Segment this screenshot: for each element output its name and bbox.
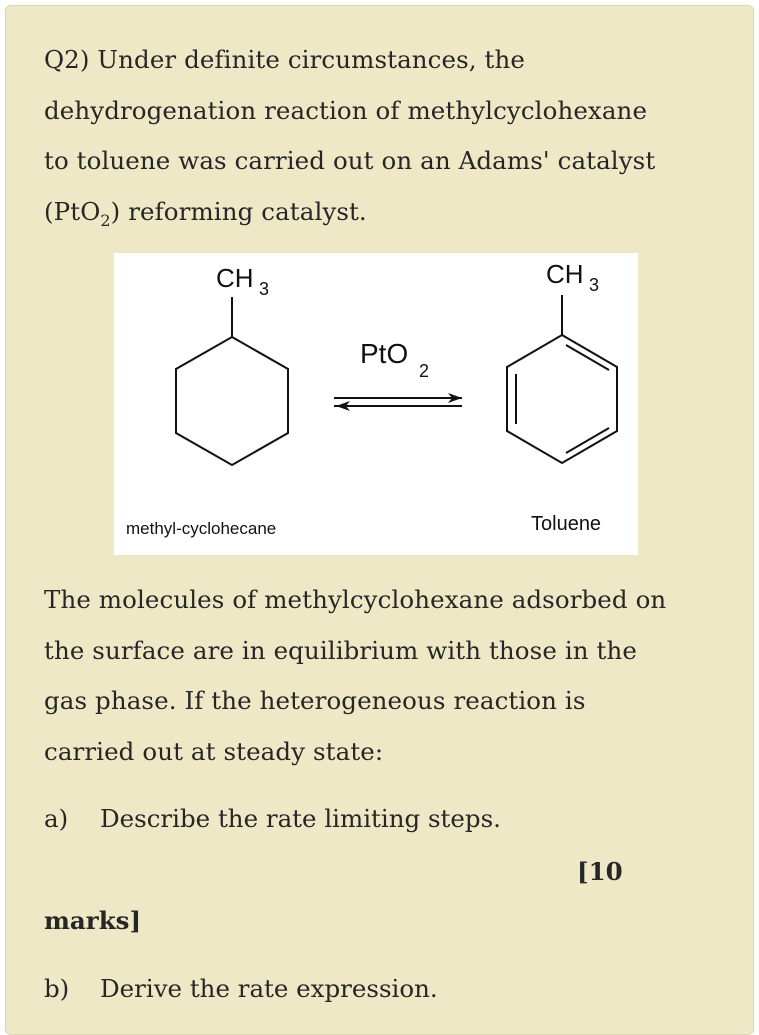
reaction-figure <box>114 253 638 555</box>
part-a-label: a) <box>44 804 69 833</box>
marks-open: [10 <box>577 857 623 886</box>
intro-line-3: to toluene was carried out on an Adams' catalyst <box>44 146 656 175</box>
intro-line-2: dehydrogenation reaction of methylcyclohexane <box>44 95 648 125</box>
reactant-name: methyl-cyclohecane <box>126 519 277 538</box>
product-ch-subscript: 3 <box>589 275 600 295</box>
reaction-diagram <box>114 253 638 555</box>
part-b <box>44 974 438 1003</box>
body-line-2: the surface are in equilibrium with those in the <box>44 635 637 665</box>
reactant-ch-label: CH <box>216 263 254 293</box>
body-line-3: gas phase. If the heterogeneous reaction is <box>44 686 586 715</box>
intro-line-4-suffix: ) reforming catalyst. <box>110 196 367 226</box>
body-line-1: The molecules of methylcyclohexane adsorbed on <box>44 585 667 614</box>
part-a <box>44 804 501 833</box>
intro-line-1: Q2) Under definite circumstances, the <box>44 45 525 74</box>
question-intro <box>44 35 704 246</box>
marks-close: marks] <box>44 906 142 935</box>
intro-line-4 <box>44 187 704 246</box>
cyclohexane-ring <box>176 337 288 465</box>
catalyst-subscript: 2 <box>419 361 430 381</box>
part-b-label: b) <box>44 974 70 1003</box>
benzene-ring <box>507 335 617 463</box>
product-name: Toluene <box>531 513 602 535</box>
reactant-ch-subscript: 3 <box>259 279 270 299</box>
catalyst-label: PtO <box>360 338 409 369</box>
product-ch-label: CH <box>546 259 584 289</box>
part-a-text: Describe the rate limiting steps. <box>100 804 501 833</box>
body-line-4: carried out at steady state: <box>44 736 384 766</box>
question-body <box>44 575 734 777</box>
intro-line-4-prefix: (PtO <box>44 196 101 226</box>
intro-line-4-sub: 2 <box>100 210 111 230</box>
part-b-text: Derive the rate expression. <box>100 974 438 1003</box>
